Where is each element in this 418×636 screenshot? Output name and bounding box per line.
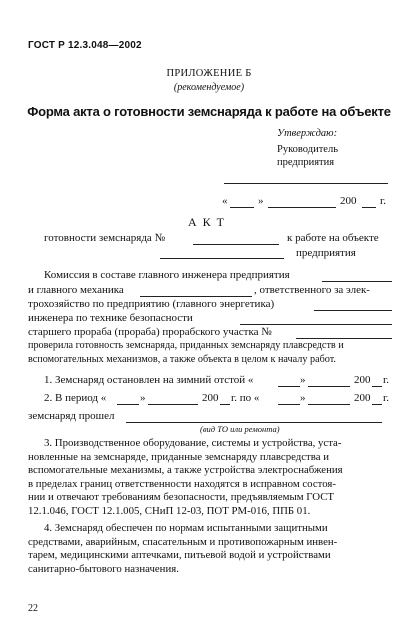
item2-year1-blank xyxy=(220,404,230,405)
safety-engineer-blank xyxy=(240,324,392,325)
item4-line-2: средствами, аварийным, спасательным и противопожарным инвен- xyxy=(28,535,338,548)
item2-month2-blank xyxy=(308,404,350,405)
date-open-quote: « xyxy=(222,195,228,207)
item2-suffix: г. xyxy=(383,392,390,404)
act-title: АКТ xyxy=(188,215,230,229)
item2-day1-blank xyxy=(117,404,139,405)
item4-line-3: тарем, медицинскими аптечками, питьевой водой и устройствами xyxy=(28,549,331,562)
commission-line-6: проверила готовность земснаряда, приданных земснаряду плавсредств и xyxy=(28,340,344,351)
item2-text: 2. В период « xyxy=(44,392,107,404)
item3-line-2: новленные на земснаряде, приданные земснаряду плавсредства и xyxy=(28,450,329,463)
form-title: Форма акта о готовности земснаряда к работе на объекте xyxy=(27,104,391,119)
chief-energetic-blank xyxy=(314,310,392,311)
appendix-note: (рекомендуемое) xyxy=(173,82,245,93)
item4-line-1: 4. Земснаряд обеспечен по нормам испытанными защитными xyxy=(44,522,328,534)
act-line2-label: предприятия xyxy=(296,247,356,259)
commission-line-1: Комиссия в составе главного инженера предприятия xyxy=(44,269,290,281)
item2-year2: 200 xyxy=(354,392,371,404)
item2-mid: г. по « xyxy=(231,392,260,404)
item3-line-3: вспомогательные механизмы, а также устройства электроснабжения xyxy=(28,464,343,477)
date-year-blank xyxy=(362,207,376,208)
item2-year2-blank xyxy=(372,404,382,405)
date-day-blank xyxy=(230,207,254,208)
item2-close-quote1: » xyxy=(140,392,146,404)
item4-line-4: санитарно-бытового назначения. xyxy=(28,562,179,575)
item4-paragraph xyxy=(28,522,394,576)
item1-close-quote: » xyxy=(300,374,306,386)
act-line1-end: к работе на объекте xyxy=(287,232,379,244)
commission-line-2a: и главного механика xyxy=(28,284,124,296)
approval-position-line1: Руководитель xyxy=(277,144,338,155)
item1-year-blank xyxy=(372,386,382,387)
item3-line-6: 12.1.046, ГОСТ 12.1.005, СНиП 12-03, ПОТ РМ-016, ППБ 01. xyxy=(28,504,311,517)
item1-text: 1. Земснаряд остановлен на зимний отстой « xyxy=(44,374,254,386)
item1-day-blank xyxy=(278,386,300,387)
item3-paragraph xyxy=(28,437,394,519)
item2-year1: 200 xyxy=(202,392,219,404)
date-close-quote: » xyxy=(258,195,264,207)
item1-year: 200 xyxy=(354,374,371,386)
commission-line-2b: , ответственного за элек- xyxy=(254,284,370,296)
item2-month1-blank xyxy=(148,404,198,405)
site-number-blank xyxy=(296,338,392,339)
date-year-suffix: г. xyxy=(380,195,387,207)
chief-engineer-blank xyxy=(322,281,392,282)
act-number-blank xyxy=(193,244,279,245)
item2-maintenance-blank xyxy=(126,422,382,423)
date-month-blank xyxy=(268,207,336,208)
commission-line-3: трохозяйство по предприятию (главного энергетика) xyxy=(28,298,275,310)
act-line1-start: готовности земснаряда № xyxy=(44,232,166,244)
approval-position-line2: предприятия xyxy=(277,157,335,168)
signature-line xyxy=(224,183,388,184)
appendix-title: ПРИЛОЖЕНИЕ Б xyxy=(166,68,252,79)
act-object-blank xyxy=(160,258,284,259)
item2-line2: земснаряд прошел xyxy=(28,410,115,422)
item3-line-1: 3. Производственное оборудование, системы и устройства, уста- xyxy=(44,437,342,449)
chief-mechanic-blank xyxy=(140,296,252,297)
item2-note: (вид ТО или ремонта) xyxy=(200,424,280,434)
commission-line-5: старшего прораба (прораба) прорабского участка № xyxy=(28,326,272,338)
commission-line-7: вспомогательных механизмов, а также объекта в целом к началу работ. xyxy=(28,354,336,365)
item2-day2-blank xyxy=(278,404,300,405)
item1-suffix: г. xyxy=(383,374,390,386)
item3-line-5: нии и отвечают требованиям безопасности, предъявляемым ГОСТ xyxy=(28,491,334,504)
item3-line-4: в пределах границ ответственности находятся в исправном состоя- xyxy=(28,477,336,490)
standard-code: ГОСТ Р 12.3.048—2002 xyxy=(28,40,142,51)
date-year: 200 xyxy=(340,195,357,207)
item2-close-quote2: » xyxy=(300,392,306,404)
item1-month-blank xyxy=(308,386,350,387)
approval-label: Утверждаю: xyxy=(277,128,338,139)
page-number: 22 xyxy=(28,603,38,614)
commission-line-4: инженера по технике безопасности xyxy=(28,312,193,324)
